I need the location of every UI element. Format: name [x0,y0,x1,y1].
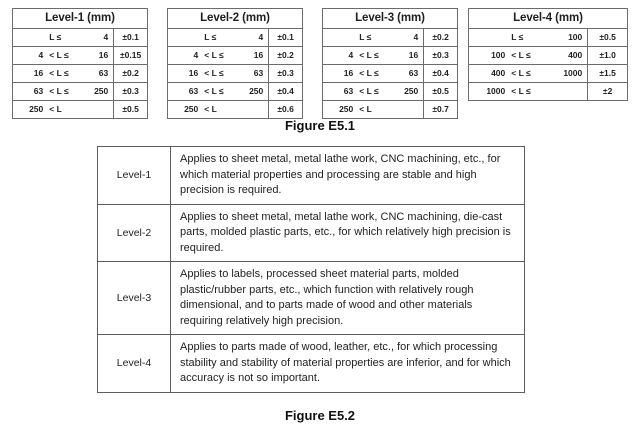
range-lower-bound: 63 [13,83,47,101]
range-upper-bound: 400 [548,47,588,65]
range-upper-bound: 16 [235,47,269,65]
tolerance-value: ±0.3 [269,65,303,83]
table-header-row [168,9,303,29]
range-operator: < L ≤ [508,83,548,101]
level-description: Applies to sheet metal, metal lathe work, CNC machining, etc., for which material properties and processing are stable and high precision is required. [171,147,525,205]
table-row [469,29,628,47]
table-row [168,47,303,65]
tolerance-table-title: Level-4 (mm) [469,9,628,29]
table-header-row [13,9,148,29]
range-operator: < L [46,101,80,119]
table-row [98,147,525,205]
tolerance-table-level-1 [12,8,148,119]
range-operator: < L ≤ [46,47,80,65]
tolerance-value: ±1.0 [588,47,628,65]
tolerance-table-title: Level-3 (mm) [323,9,458,29]
range-upper-bound: 4 [235,29,269,47]
table-row [13,29,148,47]
range-lower-bound: 16 [168,65,202,83]
range-upper-bound: 250 [80,83,114,101]
range-lower-bound: 250 [13,101,47,119]
range-operator: < L ≤ [508,65,548,83]
range-lower-bound: 4 [13,47,47,65]
tolerance-table-level-3 [322,8,458,119]
table-row [13,83,148,101]
range-upper-bound: 16 [390,47,424,65]
range-upper-bound: 1000 [548,65,588,83]
range-upper-bound: 250 [390,83,424,101]
table-header-row [469,9,628,29]
range-lower-bound: 63 [323,83,357,101]
level-label: Level-4 [98,335,171,393]
range-lower-bound: 16 [13,65,47,83]
table-row [168,83,303,101]
table-row [13,47,148,65]
table-row [98,335,525,393]
range-upper-bound: 250 [235,83,269,101]
tolerance-table-level-2 [167,8,303,119]
table-row [168,65,303,83]
range-operator: < L ≤ [356,83,390,101]
range-lower-bound: 250 [168,101,202,119]
table-row [168,29,303,47]
table-row [13,65,148,83]
level-description-table [97,146,525,393]
figure-e51-caption: Figure E5.1 [284,118,356,133]
table-header-row [323,9,458,29]
range-operator: < L [201,101,235,119]
tolerance-value: ±0.2 [269,47,303,65]
table-row [98,262,525,335]
range-lower-bound [168,29,202,47]
table-row [469,83,628,101]
tolerance-value: ±1.5 [588,65,628,83]
range-operator: L ≤ [201,29,235,47]
tolerance-value: ±2 [588,83,628,101]
range-operator: < L ≤ [201,65,235,83]
table-row [469,65,628,83]
table-row [323,83,458,101]
level-label: Level-2 [98,204,171,262]
range-lower-bound: 1000 [469,83,509,101]
tolerance-value: ±0.2 [424,29,458,47]
range-operator: < L ≤ [201,47,235,65]
tolerance-value: ±0.2 [114,65,148,83]
range-upper-bound: 4 [80,29,114,47]
level-description: Applies to parts made of wood, leather, etc., for which processing stability and stability of material properties are inferior, and for which accuracy is not so important. [171,335,525,393]
level-label: Level-3 [98,262,171,335]
range-lower-bound: 16 [323,65,357,83]
range-upper-bound [390,101,424,119]
tolerance-tables-group [0,8,640,120]
tolerance-value: ±0.4 [269,83,303,101]
table-row [323,47,458,65]
tolerance-value: ±0.6 [269,101,303,119]
range-upper-bound: 16 [80,47,114,65]
range-upper-bound [548,83,588,101]
range-operator: L ≤ [46,29,80,47]
range-operator: < L [356,101,390,119]
range-upper-bound: 63 [390,65,424,83]
range-upper-bound: 4 [390,29,424,47]
range-upper-bound [80,101,114,119]
table-row [469,47,628,65]
tolerance-value: ±0.7 [424,101,458,119]
table-row [168,101,303,119]
tolerance-value: ±0.4 [424,65,458,83]
tolerance-value: ±0.5 [424,83,458,101]
range-lower-bound: 100 [469,47,509,65]
table-row [13,101,148,119]
tolerance-value: ±0.5 [588,29,628,47]
range-operator: < L ≤ [356,65,390,83]
level-label: Level-1 [98,147,171,205]
table-row [323,65,458,83]
table-row [323,101,458,119]
range-operator: L ≤ [508,29,548,47]
level-description: Applies to labels, processed sheet material parts, molded plastic/rubber parts, etc., which function with relatively rough dimensional, and to parts made of wood and other materials requiring relatively high precision. [171,262,525,335]
range-upper-bound: 63 [235,65,269,83]
tolerance-value: ±0.3 [114,83,148,101]
table-row [323,29,458,47]
range-upper-bound: 63 [80,65,114,83]
range-upper-bound: 100 [548,29,588,47]
tolerance-value: ±0.15 [114,47,148,65]
table-row [98,204,525,262]
tolerance-table-title: Level-2 (mm) [168,9,303,29]
tolerance-value: ±0.1 [269,29,303,47]
range-lower-bound: 250 [323,101,357,119]
range-lower-bound: 4 [168,47,202,65]
range-lower-bound [323,29,357,47]
tolerance-value: ±0.1 [114,29,148,47]
range-lower-bound: 63 [168,83,202,101]
tolerance-value: ±0.3 [424,47,458,65]
range-lower-bound [13,29,47,47]
range-operator: < L ≤ [201,83,235,101]
figure-e52-caption: Figure E5.2 [284,408,356,423]
tolerance-table-title: Level-1 (mm) [13,9,148,29]
range-operator: < L ≤ [508,47,548,65]
range-operator: < L ≤ [46,83,80,101]
range-upper-bound [235,101,269,119]
range-operator: < L ≤ [356,47,390,65]
tolerance-table-level-4 [468,8,628,101]
range-operator: L ≤ [356,29,390,47]
range-lower-bound [469,29,509,47]
range-lower-bound: 400 [469,65,509,83]
tolerance-value: ±0.5 [114,101,148,119]
range-operator: < L ≤ [46,65,80,83]
range-lower-bound: 4 [323,47,357,65]
level-description: Applies to sheet metal, metal lathe work, CNC machining, die-cast parts, molded plastic parts, etc., for which relatively high precision is required. [171,204,525,262]
